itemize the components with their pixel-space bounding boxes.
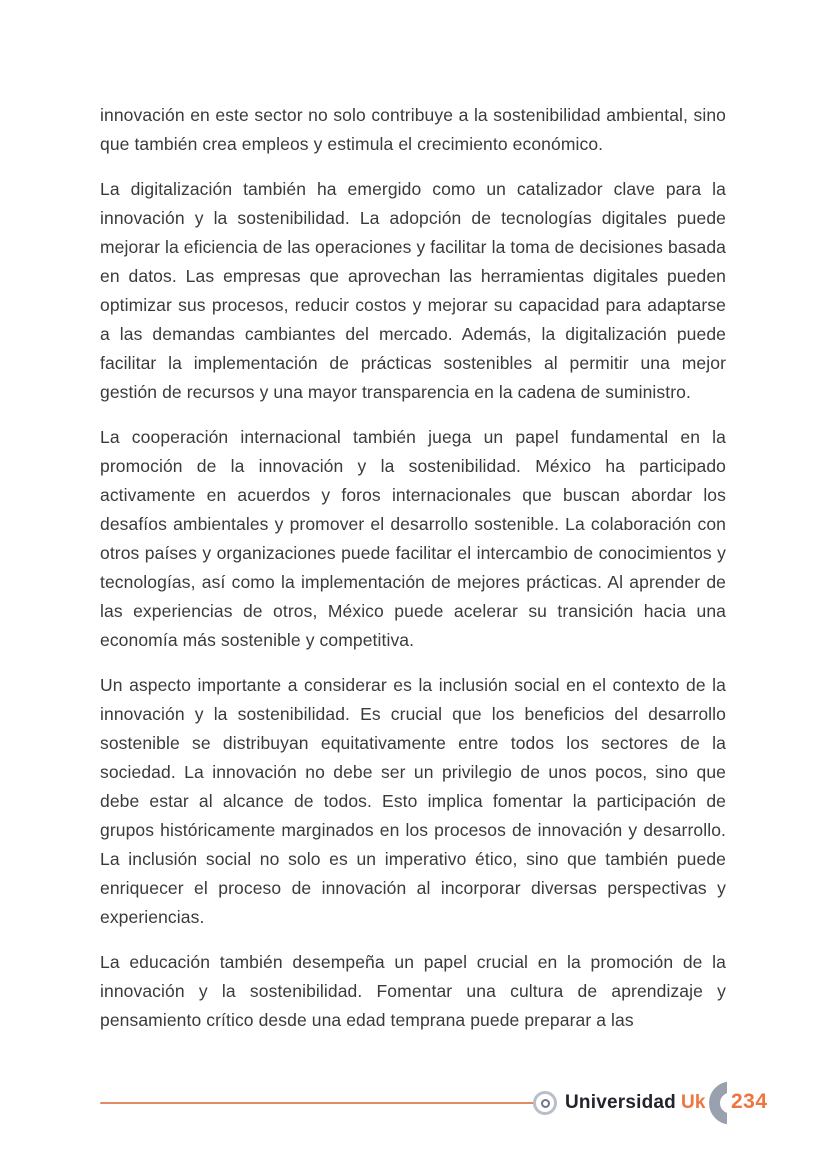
page-number: 234 [731,1090,768,1113]
bullseye-icon [533,1091,557,1115]
page-body-text [100,101,726,1035]
paragraph: La digitalización también ha emergido como un catalizador clave para la innovación y la sostenibilidad. La adopción de tecnologías digitales puede mejorar la eficiencia de las operaciones y facilitar la toma de decisiones basada en datos. Las empresas que aprovechan las herramientas digitales pueden optimizar sus procesos, reducir costos y mejorar su capacidad para adaptarse a las demandas cambiantes del mercado. Además, la digitalización puede facilitar la implementación de prácticas sostenibles al permitir una mejor gestión de recursos y una mayor transparencia en la cadena de suministro. [100,179,726,402]
crescent-icon [709,1081,727,1125]
brand-suffix: Uk [680,1092,706,1113]
paragraph: La educación también desempeña un papel crucial en la promoción de la innovación y la sostenibilidad. Fomentar una cultura de aprendizaje y pensamiento crítico desde una edad temprana puede preparar a las [100,952,726,1030]
crescent-icon-arc [715,1087,728,1119]
page-footer [0,1080,828,1140]
paragraph: La cooperación internacional también juega un papel fundamental en la promoción de la innovación y la sostenibilidad. México ha participado activamente en acuerdos y foros internacionales que buscan abordar los desafíos ambientales y promover el desarrollo sostenible. La colaboración con otros países y organizaciones puede facilitar el intercambio de conocimientos y tecnologías, así como la implementación de mejores prácticas. Al aprender de las experiencias de otros, México puede acelerar su transición hacia una economía más sostenible y competitiva. [100,427,726,650]
paragraph: Un aspecto importante a considerar es la inclusión social en el contexto de la innovación y la sostenibilidad. Es crucial que los beneficios del desarrollo sostenible se distribuyan equitativamente entre todos los sectores de la sociedad. La innovación no debe ser un privilegio de unos pocos, sino que debe estar al alcance de todos. Esto implica fomentar la participación de grupos históricamente marginados en los procesos de innovación y desarrollo. La inclusión social no solo es un imperativo ético, sino que también puede enriquecer el proceso de innovación al incorporar diversas perspectivas y experiencias. [100,675,726,927]
paragraph: innovación en este sector no solo contribuye a la sostenibilidad ambiental, sino que también crea empleos y estimula el crecimiento económico. [100,105,726,154]
brand-name: Universidad [565,1092,676,1113]
bullseye-icon-center [541,1099,550,1108]
university-logo [565,1092,706,1114]
footer-divider [100,1102,534,1104]
